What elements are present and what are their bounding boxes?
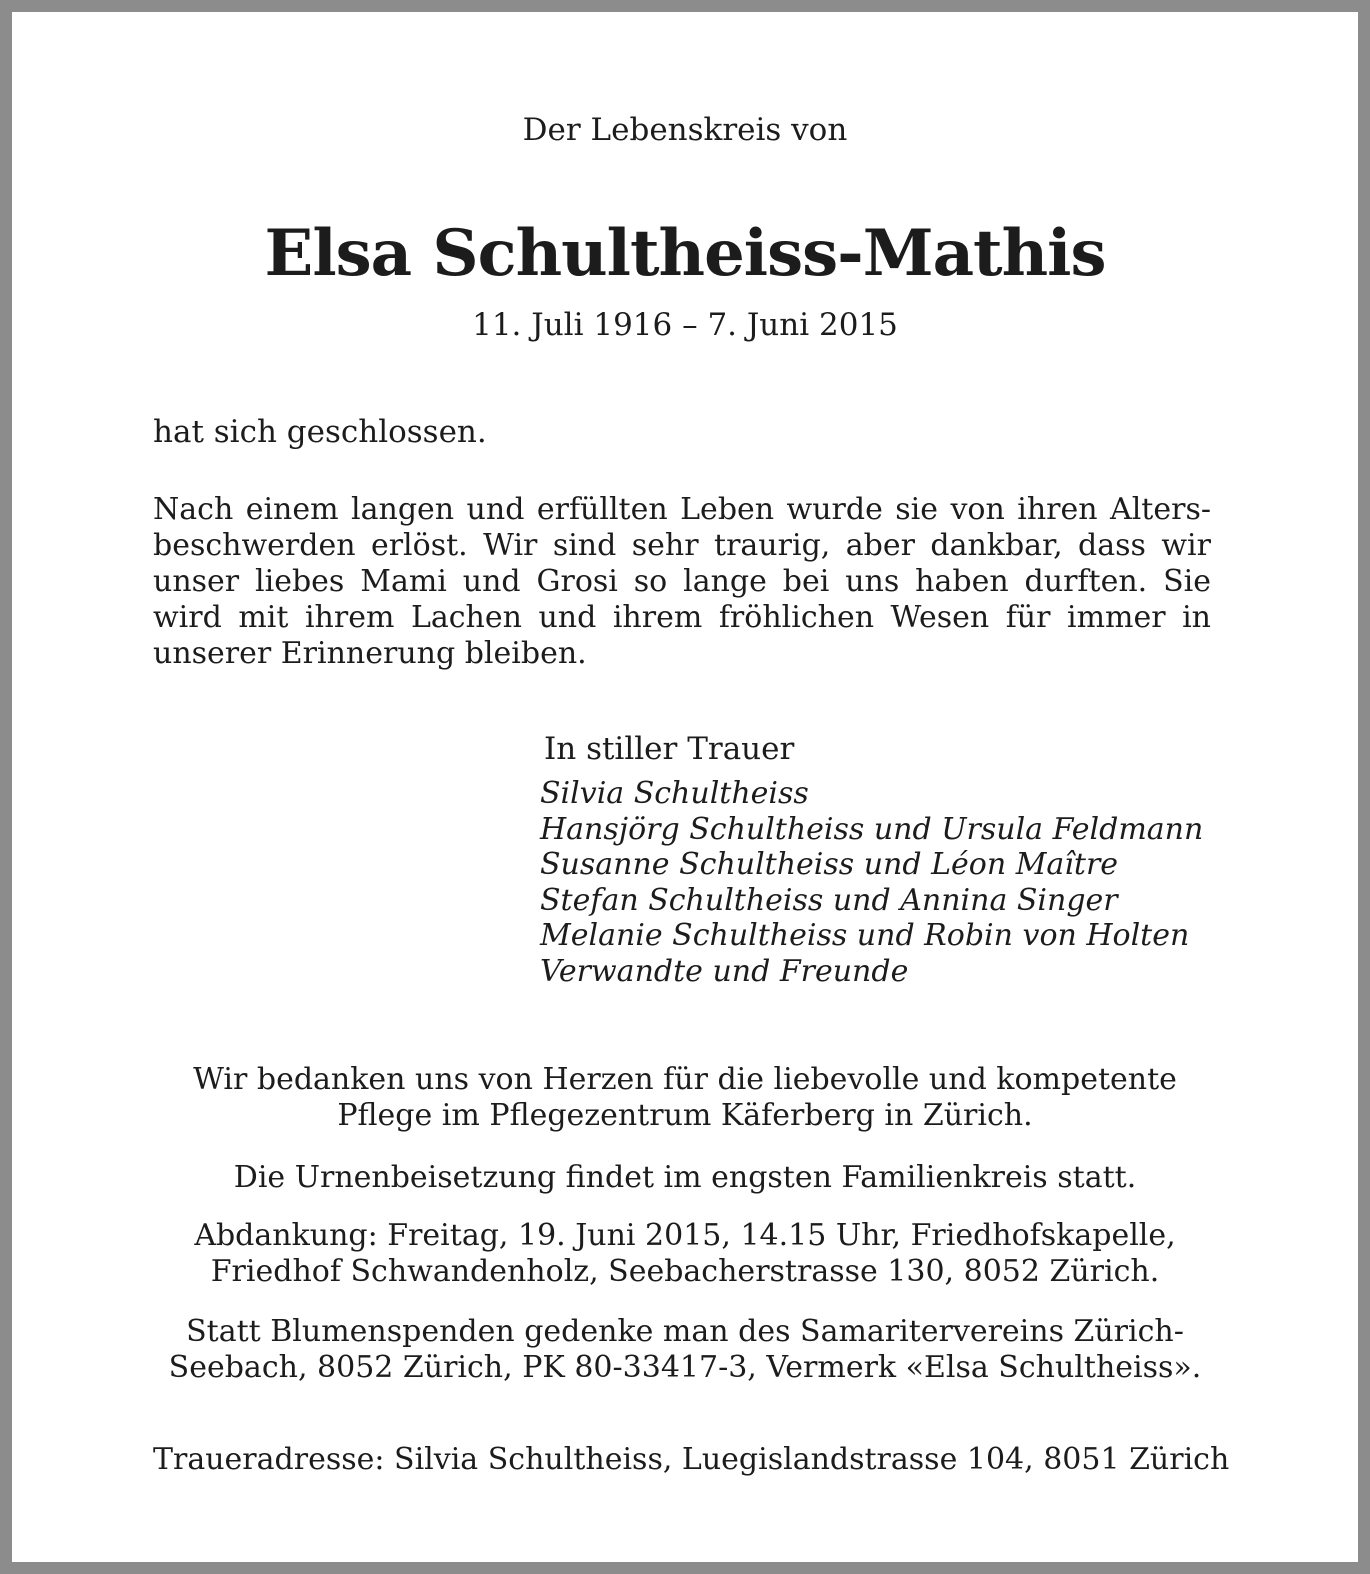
thanks-line: Wir bedanken uns von Herzen für die liebevolle und kompetente	[193, 1062, 1177, 1097]
thanks-text	[12, 1062, 1358, 1134]
ceremony-line: Abdankung: Freitag, 19. Juni 2015, 14.15 Uhr, Friedhofskapelle,	[194, 1218, 1176, 1253]
intro-text: Der Lebenskreis von	[522, 112, 848, 148]
mourning-address: Traueradresse: Silvia Schultheiss, Luegislandstrasse 104, 8051 Zürich	[153, 1442, 1230, 1477]
memorial-paragraph: Nach einem langen und erfüllten Leben wurde sie von ihren Alters-beschwerden erlöst. Wir sind sehr traurig, aber dankbar, dass wir unser liebes Mami und Grosi so lange bei uns haben durften. Sie wird mit ihrem Lachen und ihrem fröhlichen Wesen für immer in unserer Erinnerung bleiben.	[153, 492, 1211, 671]
ceremony-text	[12, 1218, 1358, 1290]
obituary-page	[12, 12, 1358, 1562]
donation-line: Seebach, 8052 Zürich, PK 80-33417-3, Vermerk «Elsa Schultheiss».	[168, 1350, 1202, 1385]
burial-text	[12, 1160, 1358, 1196]
mourner-item: Hansjörg Schultheiss und Ursula Feldmann	[540, 811, 1204, 847]
mourner-item: Verwandte und Freunde	[540, 953, 909, 989]
burial-line: Die Urnenbeisetzung findet im engsten Familienkreis statt.	[233, 1160, 1137, 1195]
mourners-list	[540, 776, 1203, 989]
mourning-heading: In stiller Trauer	[544, 731, 795, 767]
mourner-item: Silvia Schultheiss	[540, 776, 809, 811]
ceremony-line: Friedhof Schwandenholz, Seebacherstrasse 130, 8052 Zürich.	[210, 1254, 1160, 1289]
donation-line: Statt Blumenspenden gedenke man des Samaritervereins Zürich-	[186, 1314, 1184, 1349]
mourner-item: Melanie Schultheiss und Robin von Holten	[540, 918, 1190, 953]
mourner-item: Stefan Schultheiss und Annina Singer	[540, 882, 1118, 918]
thanks-line: Pflege im Pflegezentrum Käferberg in Zürich.	[337, 1098, 1033, 1133]
closed-text: hat sich geschlossen.	[153, 414, 487, 450]
life-dates: 11. Juli 1916 – 7. Juni 2015	[472, 307, 898, 343]
donation-text	[12, 1314, 1358, 1386]
deceased-name: Elsa Schultheiss-Mathis	[264, 216, 1106, 291]
mourner-item: Susanne Schultheiss und Léon Maître	[540, 847, 1119, 882]
